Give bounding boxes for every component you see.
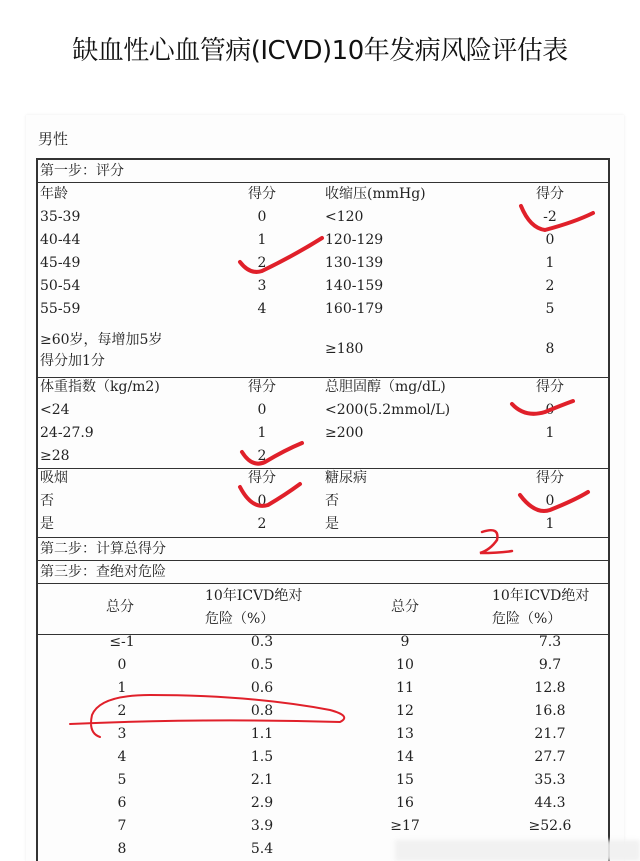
- risk-percent: 21.7: [534, 726, 566, 742]
- handwritten-2: [480, 530, 512, 553]
- row-right-label: 160-179: [325, 301, 384, 317]
- total-score: 11: [396, 680, 414, 696]
- score-header-2: 总分: [391, 599, 419, 615]
- row-right-score: 0: [545, 402, 555, 418]
- row-right-score: 1: [545, 255, 555, 271]
- row-right-label: <120: [325, 209, 364, 225]
- total-score: 0: [117, 657, 127, 673]
- row-left-score: 2: [257, 255, 267, 271]
- row-left-score: 2: [257, 516, 267, 532]
- row-right-score: 0: [545, 493, 555, 509]
- row-left-score: 0: [257, 493, 267, 509]
- row-right-label: ≥200: [325, 425, 364, 441]
- total-score: 10: [396, 657, 414, 673]
- risk-header-line1: 10年ICVD绝对: [205, 588, 303, 604]
- right-header: 糖尿病: [325, 470, 367, 486]
- total-score: 1: [117, 680, 127, 696]
- total-score: 12: [396, 703, 414, 719]
- row-left-score: 2: [257, 448, 267, 464]
- total-score: 16: [396, 795, 414, 811]
- row-right-label: 否: [325, 493, 339, 509]
- row-right-label: <200(5.2mmol/L): [325, 402, 451, 418]
- risk-header-line2: 危险（%）: [205, 611, 275, 627]
- risk-percent: 9.7: [538, 657, 562, 673]
- total-score: 4: [117, 749, 127, 765]
- row-right-score: 5: [545, 301, 555, 317]
- right-header: 收缩压(mmHg): [325, 186, 426, 202]
- risk-percent: 7.3: [538, 634, 562, 650]
- risk-percent: 0.6: [250, 680, 274, 696]
- checkmark-icon: [520, 492, 588, 511]
- risk-percent: 0.5: [250, 657, 274, 673]
- total-score: 13: [396, 726, 414, 742]
- row-left-score: 1: [257, 232, 267, 248]
- checkmark-icon: [521, 206, 593, 230]
- row-right-score: 0: [545, 232, 555, 248]
- row-left-score: 0: [257, 402, 267, 418]
- row-right-label: 140-159: [325, 278, 384, 294]
- risk-percent: 5.4: [250, 841, 274, 857]
- row-left-score: 0: [257, 209, 267, 225]
- total-score: 5: [117, 772, 127, 788]
- total-score: 9: [400, 634, 410, 650]
- row-left-label: 是: [40, 516, 54, 532]
- row-left-label: 40-44: [40, 232, 81, 248]
- checkmark-icon: [240, 238, 322, 272]
- row-left-label: 35-39: [40, 209, 81, 225]
- age-extra-line1: ≥60岁，每增加5岁: [40, 332, 163, 348]
- row-left-score: 1: [257, 425, 267, 441]
- right-score-header: 得分: [536, 186, 564, 202]
- right-score-header: 得分: [536, 470, 564, 486]
- step2-label: 第二步：计算总得分: [40, 541, 166, 557]
- risk-header-line1-2: 10年ICVD绝对: [492, 588, 590, 604]
- total-score: 3: [117, 726, 127, 742]
- circle-annotation: [70, 695, 344, 737]
- row-left-score: 4: [257, 301, 267, 317]
- step1-label: 第一步：评分: [40, 163, 124, 179]
- total-score: 8: [117, 841, 127, 857]
- left-score-header: 得分: [248, 186, 276, 202]
- risk-percent: 27.7: [534, 749, 566, 765]
- risk-percent: 1.5: [250, 749, 274, 765]
- row-right-score: 1: [545, 516, 555, 532]
- total-score: ≤-1: [109, 634, 135, 650]
- total-score: 15: [396, 772, 414, 788]
- row-left-score: 3: [257, 278, 267, 294]
- row-right-label: 130-139: [325, 255, 384, 271]
- risk-percent: 44.3: [534, 795, 566, 811]
- row-right-score: 2: [545, 278, 555, 294]
- row-left-label: 45-49: [40, 255, 81, 271]
- risk-percent: 35.3: [534, 772, 566, 788]
- left-header: 年龄: [40, 186, 68, 202]
- checkmark-icon: [242, 443, 302, 464]
- risk-percent: 1.1: [250, 726, 274, 742]
- risk-percent: 12.8: [534, 680, 566, 696]
- row-left-label: 50-54: [40, 278, 81, 294]
- risk-percent: 0.8: [250, 703, 274, 719]
- right-score-header: 得分: [536, 379, 564, 395]
- total-score: 6: [117, 795, 127, 811]
- page-title: 缺血性心血管病(ICVD)10年发病风险评估表: [72, 36, 568, 66]
- risk-header-line2-2: 危险（%）: [492, 611, 562, 627]
- risk-percent: 3.9: [250, 818, 274, 834]
- step3-label: 第三步：查绝对危险: [40, 564, 166, 580]
- risk-percent: 2.9: [250, 795, 274, 811]
- risk-percent: 16.8: [534, 703, 566, 719]
- total-score: ≥17: [390, 818, 420, 834]
- right-header: 总胆固醇（mg/dL): [325, 379, 446, 395]
- row-left-label: 否: [40, 493, 54, 509]
- sbp-extra-score: 8: [545, 341, 555, 357]
- left-score-header: 得分: [248, 379, 276, 395]
- row-left-label: 24-27.9: [40, 425, 94, 441]
- watermark-overlay: [395, 840, 640, 861]
- row-right-label: 是: [325, 516, 339, 532]
- total-score: 7: [117, 818, 127, 834]
- sbp-extra-label: ≥180: [325, 341, 364, 357]
- score-header: 总分: [106, 599, 134, 615]
- checkmark-icon: [512, 401, 573, 414]
- row-left-label: <24: [40, 402, 70, 418]
- row-right-label: 120-129: [325, 232, 384, 248]
- left-score-header: 得分: [248, 470, 276, 486]
- left-header: 体重指数（kg/m2): [40, 379, 160, 395]
- total-score: 14: [396, 749, 414, 765]
- risk-percent: 0.3: [250, 634, 274, 650]
- gender-label: 男性: [38, 130, 69, 148]
- checkmark-icon: [240, 484, 300, 506]
- risk-percent: 2.1: [250, 772, 274, 788]
- total-score: 2: [117, 703, 127, 719]
- risk-percent: ≥52.6: [528, 818, 572, 834]
- row-right-score: 1: [545, 425, 555, 441]
- row-left-label: 55-59: [40, 301, 81, 317]
- age-extra-line2: 得分加1分: [40, 353, 105, 369]
- row-left-label: ≥28: [40, 448, 70, 464]
- left-header: 吸烟: [40, 470, 68, 486]
- row-right-score: -2: [543, 209, 557, 225]
